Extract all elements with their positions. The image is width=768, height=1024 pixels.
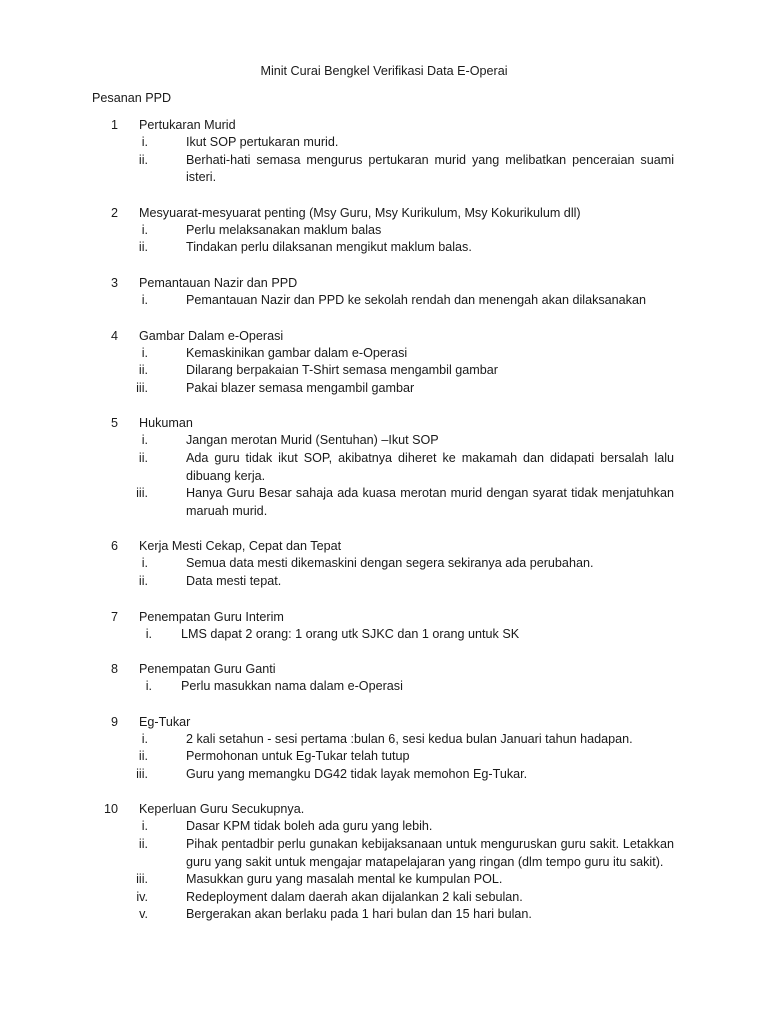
- list-item-text: Redeployment dalam daerah akan dijalankan 2 kali sebulan.: [186, 889, 523, 904]
- list-item-numeral: i.: [141, 292, 148, 307]
- section-header: [0, 537, 768, 555]
- list-item: [0, 222, 768, 240]
- list-item-numeral: i.: [141, 556, 148, 571]
- list-item-text: Perlu masukkan nama dalam e-Operasi: [181, 679, 403, 694]
- section-header: [0, 204, 768, 222]
- section-title: Pertukaran Murid: [139, 118, 236, 132]
- list-item-numeral: i.: [145, 626, 152, 641]
- list-item-text: Kemaskinikan gambar dalam e-Operasi: [186, 345, 408, 360]
- document-heading: Pesanan PPD: [92, 91, 172, 105]
- section-title: Pemantauan Nazir dan PPD: [139, 275, 298, 290]
- section-header: [0, 608, 768, 626]
- section-title: Eg-Tukar: [139, 714, 191, 729]
- section-title: Penempatan Guru Interim: [139, 609, 284, 624]
- list-item-text: Pemantauan Nazir dan PPD ke sekolah rendah dan menengah akan dilaksanakan: [186, 292, 646, 307]
- list-item: [0, 432, 768, 450]
- section-number: 7: [110, 609, 118, 624]
- list-item-text: Tindakan perlu dilaksanan mengikut maklum balas.: [186, 240, 472, 255]
- section-title: Keperluan Guru Secukupnya.: [139, 802, 305, 817]
- section: [0, 608, 768, 644]
- list-item: [0, 731, 768, 749]
- section-header: [0, 116, 768, 134]
- list-item-numeral: ii.: [138, 837, 148, 852]
- list-item-text: Ada guru tidak ikut SOP, akibatnya diheret ke makamah dan didapati bersalah lalu dibuang kerja.: [186, 450, 674, 483]
- list-item-text: Ikut SOP pertukaran murid.: [186, 135, 339, 149]
- list-item: [0, 678, 768, 696]
- section: [0, 274, 768, 310]
- list-item-numeral: ii.: [138, 152, 148, 167]
- section-header: [0, 327, 768, 345]
- section-number: 10: [103, 802, 118, 817]
- list-item-text: LMS dapat 2 orang: 1 orang utk SJKC dan 1 orang untuk SK: [181, 626, 520, 641]
- list-item-numeral: ii.: [138, 240, 148, 255]
- list-item-text: Pakai blazer semasa mengambil gambar: [186, 380, 415, 395]
- section: [0, 660, 768, 696]
- section: [0, 204, 768, 257]
- list-item-numeral: i.: [141, 135, 148, 149]
- section-number: 3: [110, 275, 118, 290]
- list-item-text: Data mesti tepat.: [186, 573, 282, 588]
- section: [0, 537, 768, 590]
- list-item-text: Masukkan guru yang masalah mental ke kumpulan POL.: [186, 872, 503, 887]
- list-item-numeral: ii.: [138, 749, 148, 764]
- list-item: [0, 871, 768, 889]
- list-item-numeral: ii.: [138, 363, 148, 378]
- list-item-text: Semua data mesti dikemaskini dengan segera sekiranya ada perubahan.: [186, 556, 594, 571]
- list-item: [0, 889, 768, 907]
- list-item-numeral: i.: [141, 731, 148, 746]
- list-item-numeral: iii.: [136, 486, 148, 501]
- section: [0, 713, 768, 784]
- section-title: Mesyuarat-mesyuarat penting (Msy Guru, Msy Kurikulum, Msy Kokurikulum dll): [139, 205, 581, 220]
- section-header: [0, 800, 768, 818]
- list-item: [0, 748, 768, 766]
- list-item-numeral: i.: [141, 819, 148, 834]
- list-item-text: Berhati-hati semasa mengurus pertukaran murid yang melibatkan penceraian suami isteri.: [186, 152, 674, 185]
- section-title: Penempatan Guru Ganti: [139, 662, 276, 677]
- section: [0, 414, 768, 520]
- list-item-text: Dilarang berpakaian T-Shirt semasa mengambil gambar: [186, 363, 498, 378]
- list-item: [0, 818, 768, 836]
- section-number: 5: [110, 416, 118, 431]
- list-item-text: Pihak pentadbir perlu gunakan kebijaksanaan untuk menguruskan guru sakit. Letakkan guru yang sakit untuk mengajar matapelajaran yang ringan (dlm tempo guru itu sakit).: [186, 837, 674, 869]
- list-item-numeral: iii.: [136, 872, 148, 887]
- section-header: [0, 274, 768, 292]
- list-item: [0, 836, 768, 871]
- list-item: [0, 152, 768, 187]
- list-item-text: Guru yang memangku DG42 tidak layak memohon Eg-Tukar.: [186, 766, 528, 781]
- list-item: [0, 766, 768, 784]
- list-item-numeral: i.: [141, 345, 148, 360]
- list-item: [0, 555, 768, 573]
- list-item: [0, 362, 768, 380]
- list-item-text: 2 kali setahun - sesi pertama :bulan 6, sesi kedua bulan Januari tahun hadapan.: [186, 731, 633, 746]
- list-item: [0, 485, 768, 520]
- list-item: [0, 450, 768, 485]
- list-item: [0, 626, 768, 644]
- list-item-text: Permohonan untuk Eg-Tukar telah tutup: [186, 749, 410, 764]
- list-item-numeral: ii.: [138, 573, 148, 588]
- list-item-text: Perlu melaksanakan maklum balas: [186, 222, 382, 237]
- list-item: [0, 573, 768, 591]
- section-list: [0, 116, 768, 941]
- section: [0, 116, 768, 187]
- list-item-numeral: iv.: [136, 889, 148, 904]
- list-item-numeral: v.: [139, 907, 148, 922]
- list-item: [0, 134, 768, 152]
- list-item: [0, 292, 768, 310]
- section-number: 2: [110, 205, 118, 220]
- section: [0, 327, 768, 398]
- section-title: Gambar Dalam e-Operasi: [139, 328, 284, 343]
- list-item-text: Hanya Guru Besar sahaja ada kuasa merotan murid dengan syarat tidak menjatuhkan maruah murid.: [186, 486, 674, 518]
- list-item: [0, 345, 768, 363]
- section: [0, 800, 768, 924]
- list-item-numeral: iii.: [136, 380, 148, 395]
- list-item-numeral: i.: [141, 222, 148, 237]
- section-header: [0, 713, 768, 731]
- section-number: 6: [110, 539, 118, 554]
- list-item-numeral: i.: [145, 679, 152, 694]
- list-item-numeral: ii.: [138, 450, 148, 465]
- document-title: Minit Curai Bengkel Verifikasi Data E-Operai: [260, 64, 508, 78]
- section-number: 9: [110, 714, 118, 729]
- list-item-numeral: iii.: [136, 766, 148, 781]
- list-item: [0, 239, 768, 257]
- list-item-text: Jangan merotan Murid (Sentuhan) –Ikut SOP: [186, 433, 439, 448]
- section-header: [0, 414, 768, 432]
- section-title: Hukuman: [139, 416, 193, 431]
- list-item-text: Bergerakan akan berlaku pada 1 hari bulan dan 15 hari bulan.: [186, 907, 532, 922]
- section-title: Kerja Mesti Cekap, Cepat dan Tepat: [139, 539, 342, 554]
- list-item-text: Dasar KPM tidak boleh ada guru yang lebih.: [186, 819, 433, 834]
- list-item: [0, 380, 768, 398]
- section-number: 1: [110, 118, 118, 132]
- list-item: [0, 906, 768, 924]
- section-number: 4: [110, 328, 118, 343]
- section-number: 8: [110, 662, 118, 677]
- list-item-numeral: i.: [141, 433, 148, 448]
- section-header: [0, 660, 768, 678]
